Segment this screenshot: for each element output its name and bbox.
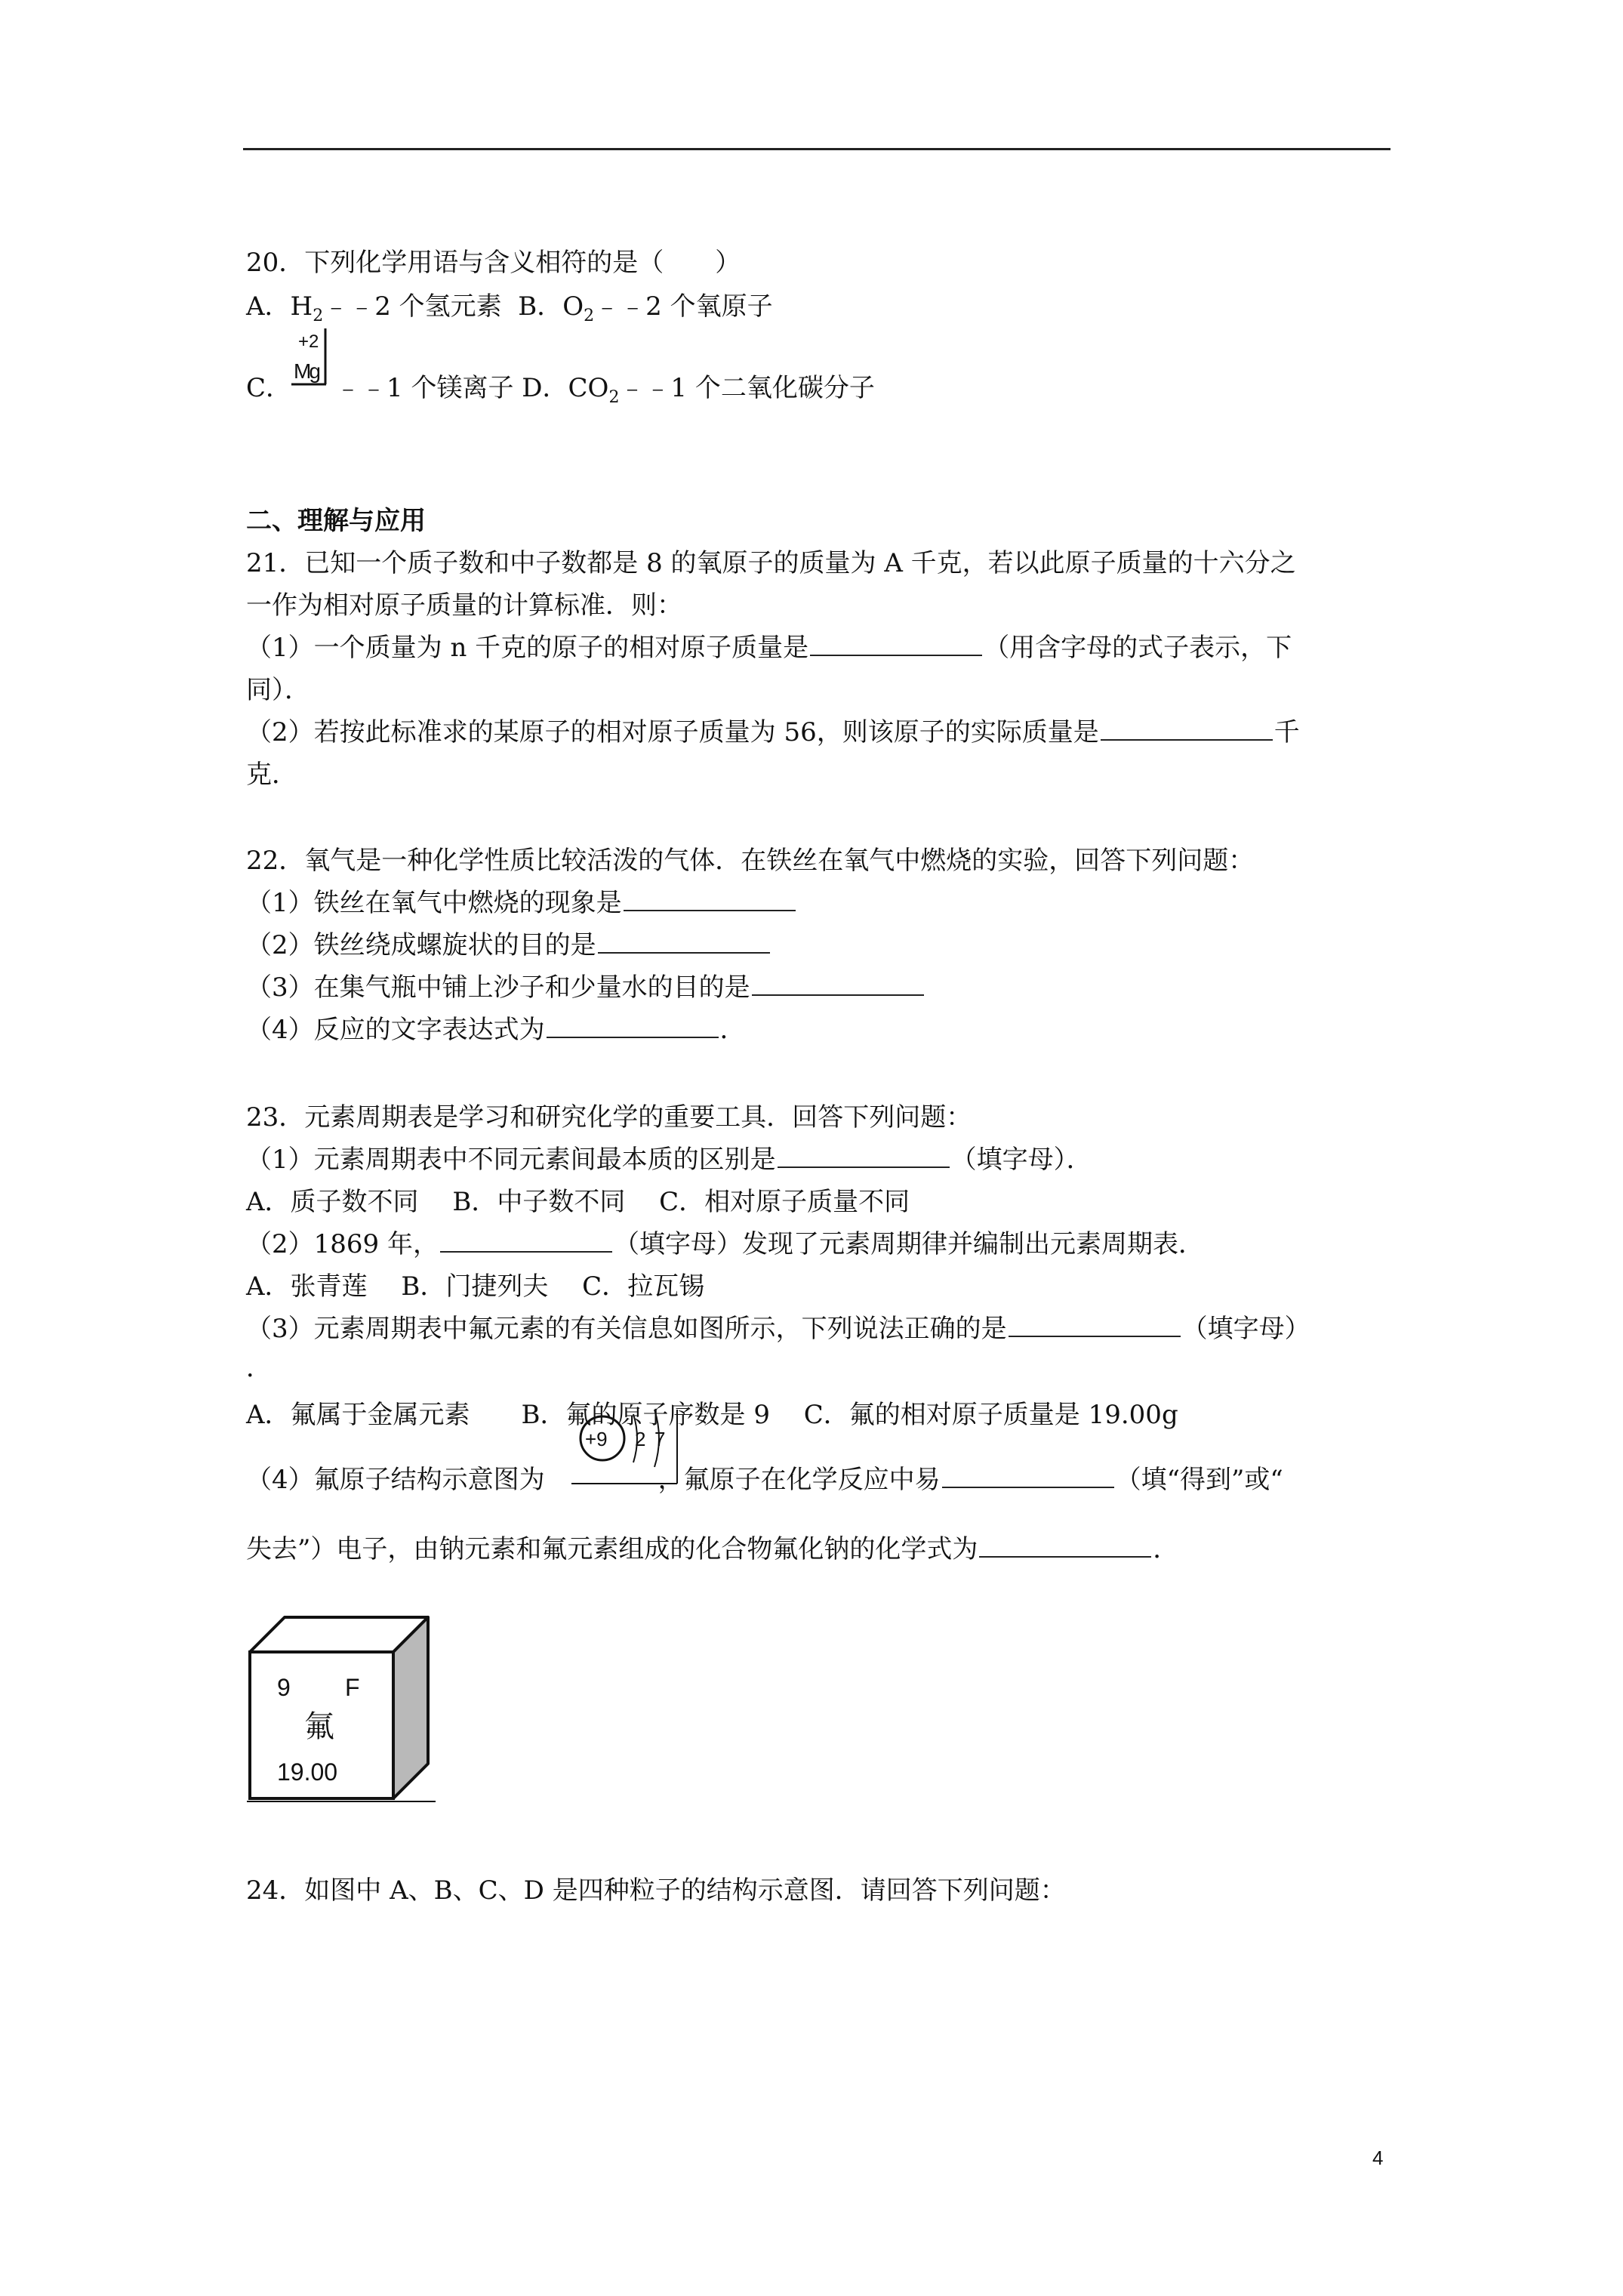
q20-stem: 20．下列化学用语与含义相符的是（ ） <box>246 248 741 278</box>
q23-part2: （2）1869 年， （填字母）发现了元素周期律并编制出元素周期表． <box>246 1229 1204 1259</box>
answer-blank[interactable] <box>778 1144 950 1168</box>
answer-blank[interactable] <box>1101 717 1273 741</box>
answer-blank[interactable] <box>1009 1313 1181 1337</box>
q21-part2-cont: 克． <box>246 760 297 790</box>
q23-part1-options: A．质子数不同 B．中子数不同 C．相对原子质量不同 <box>246 1187 910 1217</box>
answer-blank[interactable] <box>624 887 796 911</box>
q22-part1: （1）铁丝在氧气中燃烧的现象是 <box>246 886 797 920</box>
q23-stem: 23．元素周期表是学习和研究化学的重要工具．回答下列问题： <box>246 1102 972 1133</box>
q22-part4: （4）反应的文字表达式为 ． <box>246 1015 746 1045</box>
q21-part1-cont: 同）． <box>246 675 310 705</box>
mg-charge: +2 <box>298 331 319 352</box>
answer-blank[interactable] <box>752 972 924 996</box>
q23-part1: （1）元素周期表中不同元素间最本质的区别是 （填字母）． <box>246 1145 1092 1175</box>
q21-line2: 一作为相对原子质量的计算标准．则： <box>246 590 682 621</box>
answer-blank[interactable] <box>979 1533 1151 1558</box>
answer-blank[interactable] <box>440 1228 612 1253</box>
page-number: 4 <box>1372 2147 1384 2169</box>
q23-part3: （3）元素周期表中氟元素的有关信息如图所示，下列说法正确的是 （填字母） <box>246 1314 1310 1344</box>
q20-options-ab: A．$H_2﹣﹣2$ 个氢元素 B．$O_2﹣﹣2$ 个氧原子 <box>246 291 773 325</box>
cube-element-name: 氟 <box>304 1709 334 1744</box>
q22-part3: （3）在集气瓶中铺上沙子和少量水的目的是 <box>246 971 925 1004</box>
q21-part2: （2）若按此标准求的某原子的相对原子质量为 56，则该原子的实际质量是 千 <box>246 717 1300 747</box>
q23-part3-dot: ． <box>246 1353 272 1383</box>
atom-nucleus-label: +9 <box>585 1428 608 1450</box>
atom-shell2-count: 7 <box>654 1428 666 1450</box>
header-rule <box>243 148 1390 150</box>
cube-atomic-number: 9 <box>277 1674 291 1701</box>
q23-part2-options: A．张青莲 B．门捷列夫 C．拉瓦锡 <box>246 1271 705 1302</box>
q21-part1: （1）一个质量为 n 千克的原子的相对原子质量是 （用含字母的式子表示，下 <box>246 633 1292 663</box>
answer-blank[interactable] <box>547 1014 719 1038</box>
answer-blank[interactable] <box>810 632 982 656</box>
q23-part3-options: A．氟属于金属元素 B．氟的原子序数是 9 C．氟的相对原子质量是 19.00g <box>246 1400 1178 1430</box>
atom-shell1-count: 2 <box>635 1428 646 1450</box>
section-title: 二、理解与应用 <box>246 506 426 536</box>
q23-part4: （4）氟原子结构示意图为 ，氟原子在化学反应中易 （填“得到”或“ <box>246 1465 1283 1495</box>
q21-line1: 21．已知一个质子数和中子数都是 8 的氧原子的质量为 A 千克，若以此原子质量的十六分之 <box>246 548 1296 578</box>
q22-part2: （2）铁丝绕成螺旋状的目的是 <box>246 929 771 962</box>
q22-stem: 22．氧气是一种化学性质比较活泼的气体．在铁丝在氧气中燃烧的实验，回答下列问题： <box>246 846 1255 876</box>
answer-blank[interactable] <box>598 929 770 954</box>
mg-symbol: Mg <box>294 359 321 383</box>
q20-options-cd: C． ﹣﹣1 个镁离子 D．$CO_2﹣﹣1$ 个二氧化碳分子 <box>246 373 875 407</box>
fluorine-element-cell <box>247 1614 436 1803</box>
answer-blank[interactable] <box>942 1464 1114 1488</box>
cube-atomic-mass: 19.00 <box>277 1758 338 1786</box>
cube-element-symbol: F <box>345 1674 360 1701</box>
q23-part4-cont: 失去”）电子，由钠元素和氟元素组成的化合物氟化钠的化学式为 ． <box>246 1534 1179 1564</box>
q24-stem: 24．如图中 A、B、C、D 是四种粒子的结构示意图．请回答下列问题： <box>246 1875 1066 1906</box>
